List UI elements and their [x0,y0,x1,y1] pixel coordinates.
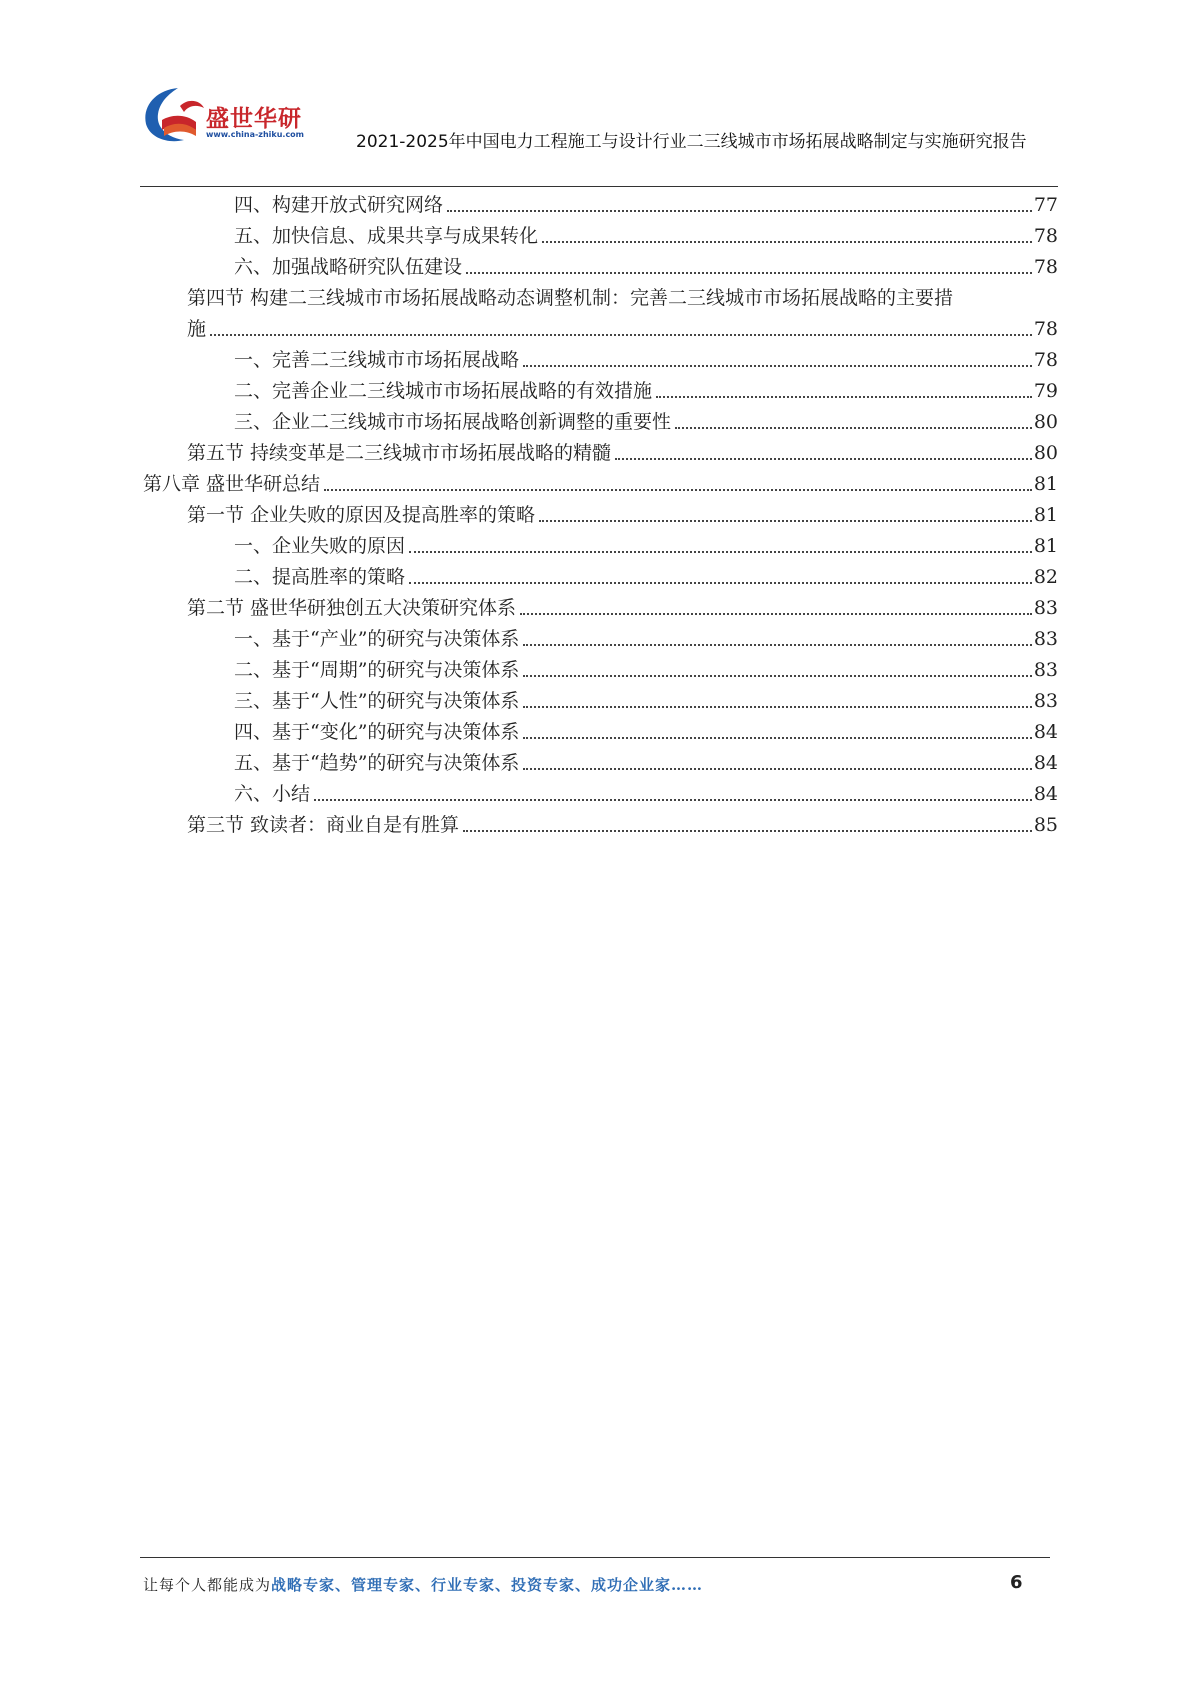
footer-divider [140,1557,1050,1558]
footer-slogan: 让每个人都能成为战略专家、管理专家、行业专家、投资专家、成功企业家…… [143,1576,704,1594]
toc-page: 80 [1033,411,1058,433]
toc-page: 84 [1033,721,1058,743]
brand-url: www.china-zhiku.com [206,130,305,139]
brand-name: 盛世华研 [206,106,302,132]
toc-page: 83 [1033,659,1058,681]
toc-entry[interactable]: 二、基于“周期”的研究与决策体系 83 [234,655,1058,685]
toc-entry[interactable]: 五、加快信息、成果共享与成果转化 78 [234,221,1058,251]
report-title: 2021-2025年中国电力工程施工与设计行业二三线城市市场拓展战略制定与实施研究报告 [356,132,1027,152]
toc-page: 81 [1033,473,1058,495]
toc-page: 80 [1033,442,1058,464]
toc-entry[interactable]: 二、完善企业二三线城市市场拓展战略的有效措施 79 [234,376,1058,406]
toc-page: 84 [1033,783,1058,805]
toc-entry-line1[interactable]: 第四节 构建二三线城市市场拓展战略动态调整机制：完善二三线城市市场拓展战略的主要措 [187,287,954,309]
toc-page: 83 [1033,690,1058,712]
toc-entry[interactable]: 一、完善二三线城市市场拓展战略 78 [234,345,1058,375]
toc-entry[interactable]: 三、企业二三线城市市场拓展战略创新调整的重要性 80 [234,407,1058,437]
toc-entry[interactable]: 一、基于“产业”的研究与决策体系 83 [234,624,1058,654]
toc-entry[interactable]: 六、小结 84 [234,779,1058,809]
toc-entry[interactable]: 三、基于“人性”的研究与决策体系 83 [234,686,1058,716]
toc-page: 78 [1033,318,1058,340]
toc-entry[interactable]: 施 78 [187,314,1058,344]
page-number: 6 [1010,1572,1023,1593]
footer-highlight: 战略专家、管理专家、行业专家、投资专家、成功企业家 [271,1576,672,1594]
toc-page: 84 [1033,752,1058,774]
toc-page: 81 [1033,535,1058,557]
toc-entry[interactable]: 一、企业失败的原因 81 [234,531,1058,561]
toc-entry[interactable]: 第五节 持续变革是二三线城市市场拓展战略的精髓 80 [187,438,1058,468]
toc-entry[interactable]: 四、基于“变化”的研究与决策体系 84 [234,717,1058,747]
toc-entry[interactable]: 二、提高胜率的策略 82 [234,562,1058,592]
toc-page: 77 [1033,194,1058,216]
toc-page: 81 [1033,504,1058,526]
toc-entry[interactable]: 五、基于“趋势”的研究与决策体系 84 [234,748,1058,778]
toc-page: 85 [1033,814,1058,836]
toc-entry[interactable]: 第三节 致读者：商业自是有胜算 85 [187,810,1058,840]
toc-entry[interactable]: 第八章 盛世华研总结 81 [143,469,1058,499]
toc-entry[interactable]: 第一节 企业失败的原因及提高胜率的策略 81 [187,500,1058,530]
toc-page: 78 [1033,225,1058,247]
toc-page: 78 [1033,256,1058,278]
toc-entry[interactable]: 第二节 盛世华研独创五大决策研究体系 83 [187,593,1058,623]
toc-entry[interactable]: 六、加强战略研究队伍建设 78 [234,252,1058,282]
toc-page: 83 [1033,628,1058,650]
toc-page: 82 [1033,566,1058,588]
toc-page: 83 [1033,597,1058,619]
toc-page: 79 [1033,380,1058,402]
toc-page: 78 [1033,349,1058,371]
header-divider [140,186,1058,187]
toc-entry[interactable]: 四、构建开放式研究网络 77 [234,190,1058,220]
